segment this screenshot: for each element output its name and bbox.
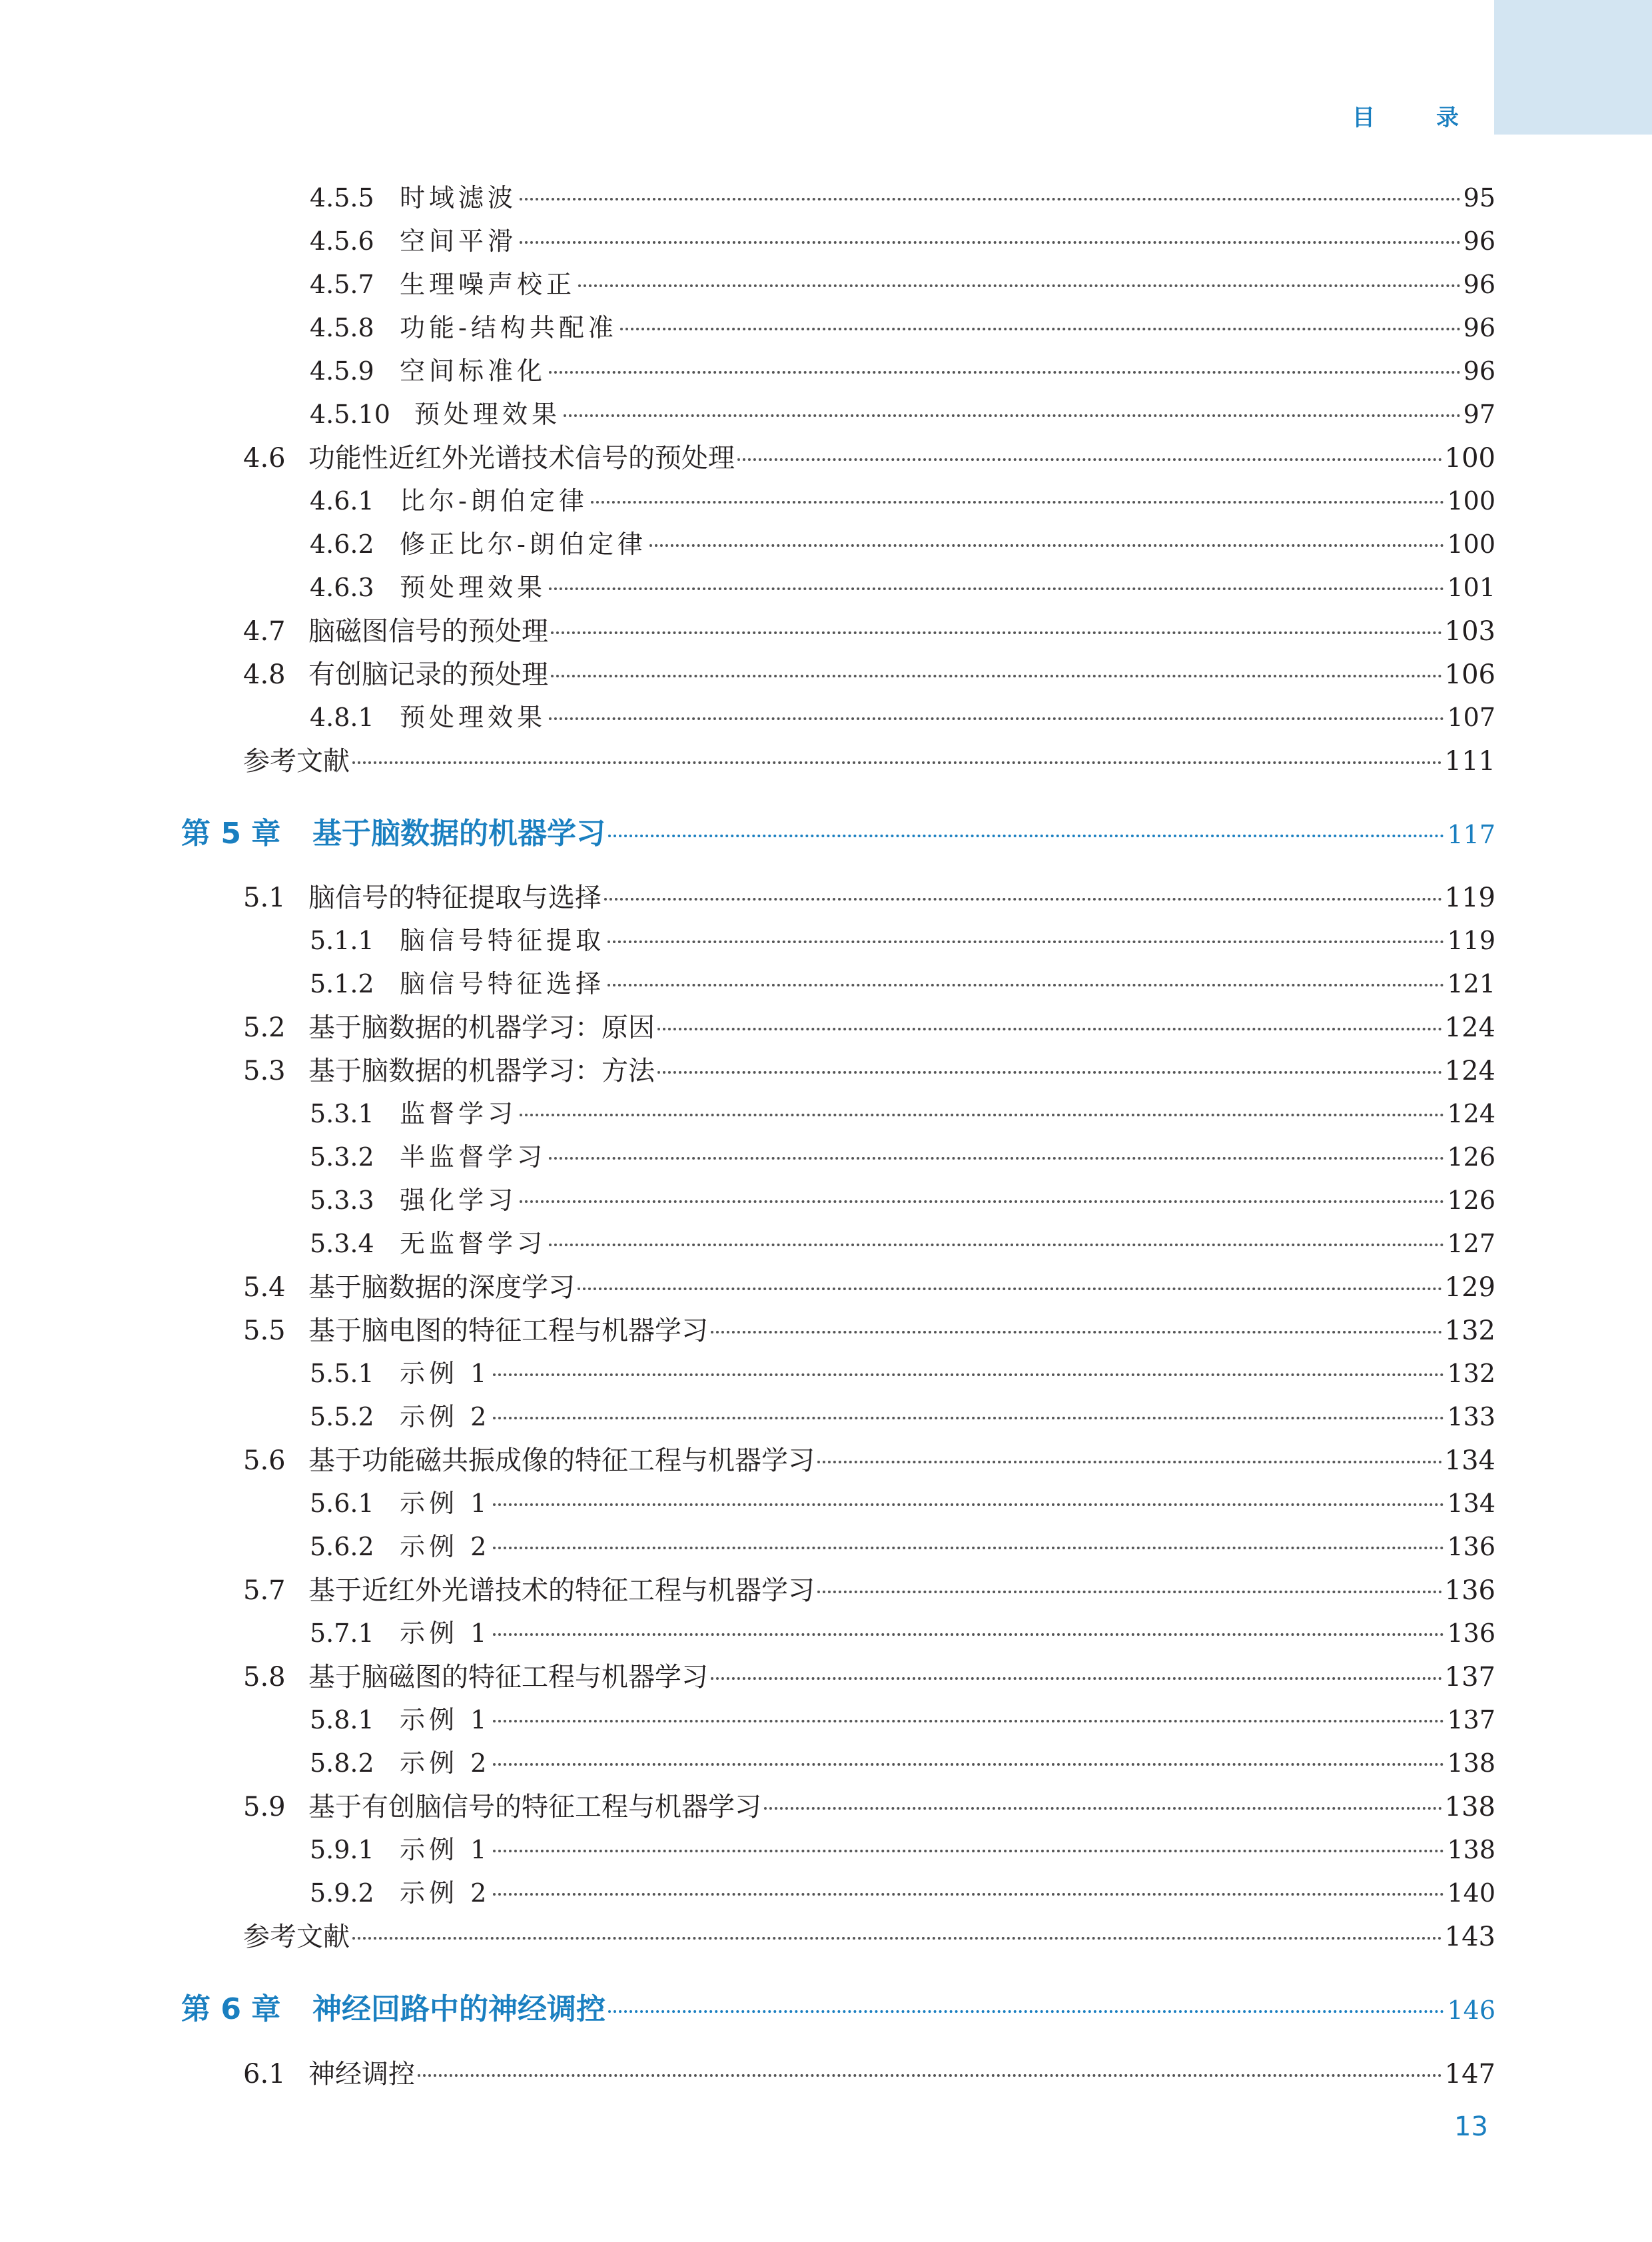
toc-entry-title: 无监督学习 (400, 1229, 547, 1258)
toc-entry-title: 有创脑记录的预处理 (308, 659, 548, 690)
toc-entry-number: 4.5.8 (310, 313, 374, 342)
toc-entry-number: 5.5.1 (310, 1359, 374, 1388)
toc-entry-page: 137 (1447, 1705, 1495, 1734)
toc-section-entry[interactable] (243, 1439, 1495, 1477)
dot-leader (817, 1591, 1442, 1593)
toc-entry-page: 103 (1444, 616, 1495, 647)
toc-entry-page: 134 (1447, 1489, 1495, 1518)
dot-leader (657, 1028, 1442, 1030)
toc-subsection-entry[interactable] (310, 1396, 1495, 1433)
toc-entry-number: 5.1.2 (310, 969, 374, 998)
toc-entry-number: 4.6.2 (310, 530, 374, 559)
toc-subsection-entry[interactable] (310, 1699, 1495, 1736)
toc-entry-number: 第 6 章 (181, 1992, 281, 2026)
toc-entry-page: 96 (1463, 356, 1495, 386)
toc-entry-page: 121 (1447, 969, 1495, 998)
toc-entry-page: 107 (1447, 703, 1495, 732)
toc-references-entry[interactable] (243, 1916, 1495, 1954)
toc-subsection-entry[interactable] (310, 1742, 1495, 1779)
toc-entry-page: 136 (1447, 1532, 1495, 1561)
toc-section-entry[interactable] (243, 437, 1495, 475)
toc-section-entry[interactable] (243, 1266, 1495, 1304)
dot-leader (657, 1071, 1442, 1074)
toc-subsection-entry[interactable] (310, 1872, 1495, 1909)
dot-leader (608, 835, 1444, 837)
toc-entry-page: 137 (1444, 1662, 1495, 1692)
toc-entry-number: 4.6.3 (310, 573, 374, 602)
toc-subsection-entry[interactable] (310, 307, 1495, 344)
toc-entry-title: 脑信号的特征提取与选择 (308, 883, 602, 913)
toc-entry-number: 4.5.7 (310, 270, 374, 299)
toc-entry-title: 半监督学习 (400, 1142, 547, 1172)
toc-entry-number: 4.5.5 (310, 183, 374, 212)
toc-entry-number: 5.3.4 (310, 1229, 374, 1258)
toc-subsection-entry[interactable] (310, 177, 1495, 214)
toc-entry-title: 预处理效果 (400, 573, 547, 602)
toc-section-entry[interactable] (243, 1309, 1495, 1347)
dot-leader (711, 1677, 1442, 1680)
toc-subsection-entry[interactable] (310, 480, 1495, 517)
toc-entry-title: 强化学习 (400, 1186, 518, 1215)
toc-entry-number: 5.5 (243, 1315, 286, 1346)
toc-entry-number: 5.9 (243, 1792, 286, 1822)
toc-entry-number: 4.6 (243, 443, 286, 474)
dot-leader (578, 284, 1461, 287)
dot-leader (493, 1503, 1444, 1506)
toc-subsection-entry[interactable] (310, 220, 1495, 257)
toc-entry-title: 基于近红外光谱技术的特征工程与机器学习 (308, 1575, 815, 1606)
dot-leader (578, 1288, 1442, 1290)
toc-entry-title: 参考文献 (243, 746, 350, 777)
toc-entry-page: 146 (1447, 1996, 1495, 2025)
dot-leader (418, 2074, 1442, 2077)
toc-entry-title: 功能性近红外光谱技术信号的预处理 (308, 443, 735, 474)
toc-entry-number: 5.8.2 (310, 1748, 374, 1778)
toc-entry-page: 95 (1463, 183, 1495, 212)
toc-entry-title: 生理噪声校正 (400, 270, 576, 299)
toc-subsection-entry[interactable] (310, 1829, 1495, 1866)
toc-entry-title: 脑信号特征提取 (400, 926, 606, 955)
toc-section-entry[interactable] (243, 1050, 1495, 1088)
toc-entry-title: 功能-结构共配准 (400, 313, 618, 342)
dot-leader (493, 1373, 1444, 1376)
toc-entry-number: 4.5.10 (310, 400, 390, 429)
toc-entry-title: 参考文献 (243, 1922, 350, 1952)
dot-leader (493, 1417, 1444, 1419)
toc-entry-title: 基于脑数据的机器学习 (312, 817, 606, 851)
toc-entry-page: 124 (1444, 1012, 1495, 1043)
dot-leader (551, 631, 1442, 634)
toc-entry-title: 神经调控 (308, 2059, 415, 2089)
toc-entry-title: 示例 1 (400, 1835, 491, 1864)
toc-subsection-entry[interactable] (310, 394, 1495, 430)
toc-chapter-entry[interactable] (181, 1985, 1495, 2028)
dot-leader (549, 1157, 1444, 1160)
toc-entry-title: 基于脑数据的机器学习：原因 (308, 1012, 655, 1043)
toc-entry-page: 111 (1444, 746, 1495, 777)
toc-entry-number: 5.6 (243, 1445, 286, 1476)
toc-subsection-entry[interactable] (310, 1613, 1495, 1649)
toc-subsection-entry[interactable] (310, 1093, 1495, 1130)
toc-entry-title: 脑信号特征选择 (400, 969, 606, 998)
toc-entry-page: 96 (1463, 313, 1495, 342)
dot-leader (549, 587, 1444, 590)
toc-entry-number: 5.2 (243, 1012, 286, 1043)
dot-leader (493, 1763, 1444, 1766)
toc-chapter-entry[interactable] (181, 809, 1495, 852)
toc-entry-title: 示例 2 (400, 1748, 491, 1778)
dot-leader (764, 1807, 1442, 1810)
toc-entry-number: 5.6.2 (310, 1532, 374, 1561)
toc-entry-page: 133 (1447, 1402, 1495, 1431)
toc-entry-title: 示例 2 (400, 1532, 491, 1561)
toc-subsection-entry[interactable] (310, 567, 1495, 603)
toc-entry-page: 101 (1447, 573, 1495, 602)
toc-entry-title: 基于有创脑信号的特征工程与机器学习 (308, 1792, 761, 1822)
toc-entry-title: 空间标准化 (400, 356, 547, 386)
toc-subsection-entry[interactable] (310, 1180, 1495, 1216)
toc-subsection-entry[interactable] (310, 1136, 1495, 1173)
toc-entry-number: 4.5.9 (310, 356, 374, 386)
dot-leader (549, 1244, 1444, 1246)
toc-entry-number: 5.8.1 (310, 1705, 374, 1734)
dot-leader (520, 241, 1461, 244)
dot-leader (493, 1893, 1444, 1896)
toc-subsection-entry[interactable] (310, 524, 1495, 560)
toc-entry-page: 132 (1444, 1315, 1495, 1346)
toc-entry-title: 脑磁图信号的预处理 (308, 616, 548, 647)
toc-entry-number: 4.7 (243, 616, 286, 647)
toc-section-entry[interactable] (243, 1006, 1495, 1044)
toc-entry-page: 106 (1444, 659, 1495, 690)
toc-entry-number: 5.3.2 (310, 1142, 374, 1172)
toc-entry-page: 140 (1447, 1878, 1495, 1908)
toc-subsection-entry[interactable] (310, 1353, 1495, 1389)
header-char-2: 录 (1436, 104, 1459, 131)
toc-entry-number: 5.5.2 (310, 1402, 374, 1431)
toc-entry-number: 4.8.1 (310, 703, 374, 732)
toc-entry-page: 100 (1444, 443, 1495, 474)
toc-entry-page: 138 (1447, 1835, 1495, 1864)
toc-subsection-entry[interactable] (310, 920, 1495, 956)
toc-entry-page: 119 (1444, 883, 1495, 913)
toc-entry-title: 示例 1 (400, 1359, 491, 1388)
toc-entry-number: 5.3 (243, 1056, 286, 1086)
dot-leader (520, 198, 1461, 200)
toc-entry-number: 5.1 (243, 883, 286, 913)
toc-subsection-entry[interactable] (310, 1483, 1495, 1519)
toc-references-entry[interactable] (243, 740, 1495, 778)
toc-entry-number: 5.7 (243, 1575, 286, 1606)
dot-leader (608, 984, 1444, 986)
toc-section-entry[interactable] (243, 1786, 1495, 1824)
toc-entry-number: 4.5.6 (310, 226, 374, 256)
toc-subsection-entry[interactable] (310, 1223, 1495, 1260)
toc-subsection-entry[interactable] (310, 1526, 1495, 1563)
toc-section-entry[interactable] (243, 2053, 1495, 2091)
toc-section-entry[interactable] (243, 877, 1495, 915)
dot-leader (520, 1200, 1444, 1203)
dot-leader (591, 501, 1445, 504)
toc-entry-title: 示例 2 (400, 1402, 491, 1431)
dot-leader (520, 1114, 1444, 1116)
toc-entry-page: 124 (1444, 1056, 1495, 1086)
toc-entry-title: 示例 1 (400, 1489, 491, 1518)
toc-entry-title: 示例 1 (400, 1705, 491, 1734)
toc-entry-title: 示例 1 (400, 1619, 491, 1648)
dot-leader (352, 761, 1442, 764)
dot-leader (608, 940, 1444, 943)
toc-entry-number: 5.3.1 (310, 1099, 374, 1128)
toc-entry-page: 96 (1463, 270, 1495, 299)
toc-entry-title: 基于脑磁图的特征工程与机器学习 (308, 1662, 708, 1692)
toc-entry-page: 100 (1447, 486, 1495, 516)
dot-leader (711, 1331, 1442, 1333)
toc-entry-number: 5.1.1 (310, 926, 374, 955)
header-char-1: 目 (1352, 104, 1375, 131)
toc-entry-title: 基于脑数据的机器学习：方法 (308, 1056, 655, 1086)
toc-entry-title: 监督学习 (400, 1099, 518, 1128)
toc-entry-page: 126 (1447, 1186, 1495, 1215)
dot-leader (564, 414, 1461, 417)
dot-leader (352, 1937, 1442, 1940)
toc-entry-page: 117 (1447, 820, 1495, 849)
toc-entry-page: 132 (1447, 1359, 1495, 1388)
dot-leader (551, 675, 1442, 677)
toc-section-entry[interactable] (243, 1569, 1495, 1607)
toc-entry-title: 基于脑数据的深度学习 (308, 1272, 575, 1303)
dot-leader (817, 1461, 1442, 1463)
toc-subsection-entry[interactable] (310, 350, 1495, 387)
toc-entry-page: 138 (1447, 1748, 1495, 1778)
toc-entry-title: 预处理效果 (400, 703, 547, 732)
toc-entry-number: 第 5 章 (181, 817, 281, 851)
toc-entry-title: 比尔-朗伯定律 (400, 486, 588, 516)
toc-entry-number: 4.6.1 (310, 486, 374, 516)
toc-entry-page: 96 (1463, 226, 1495, 256)
toc-entry-number: 5.9.1 (310, 1835, 374, 1864)
toc-entry-number: 5.4 (243, 1272, 286, 1303)
toc-entry-page: 97 (1463, 400, 1495, 429)
dot-leader (493, 1720, 1444, 1722)
toc-entry-number: 5.9.2 (310, 1878, 374, 1908)
toc-entry-number: 5.8 (243, 1662, 286, 1692)
toc-subsection-entry[interactable] (310, 963, 1495, 1000)
dot-leader (493, 1547, 1444, 1549)
toc-entry-page: 147 (1444, 2059, 1495, 2089)
dot-leader (608, 2010, 1444, 2013)
toc-entry-title: 神经回路中的神经调控 (312, 1992, 606, 2026)
toc-entry-title: 基于功能磁共振成像的特征工程与机器学习 (308, 1445, 815, 1476)
toc-entry-title: 空间平滑 (400, 226, 518, 256)
toc-entry-page: 124 (1447, 1099, 1495, 1128)
toc-entry-page: 126 (1447, 1142, 1495, 1172)
dot-leader (493, 1633, 1444, 1636)
dot-leader (604, 898, 1442, 901)
toc-entry-page: 143 (1444, 1922, 1495, 1952)
toc-section-entry[interactable] (243, 653, 1495, 691)
toc-entry-title: 基于脑电图的特征工程与机器学习 (308, 1315, 708, 1346)
toc-entry-number: 5.6.1 (310, 1489, 374, 1518)
dot-leader (649, 544, 1445, 547)
toc-subsection-entry[interactable] (310, 264, 1495, 300)
toc-entry-number: 5.3.3 (310, 1186, 374, 1215)
dot-leader (549, 371, 1461, 374)
page-number: 13 (1454, 2111, 1488, 2142)
dot-leader (737, 458, 1442, 461)
toc-section-entry[interactable] (243, 610, 1495, 648)
toc-entry-page: 136 (1447, 1619, 1495, 1648)
toc-subsection-entry[interactable] (310, 697, 1495, 733)
toc-entry-title: 预处理效果 (414, 400, 562, 429)
toc-entry-page: 138 (1444, 1792, 1495, 1822)
toc-entry-title: 修正比尔-朗伯定律 (400, 530, 647, 559)
toc-entry-number: 6.1 (243, 2059, 286, 2089)
toc-entry-title: 示例 2 (400, 1878, 491, 1908)
dot-leader (620, 328, 1461, 330)
toc-entry-number: 4.8 (243, 659, 286, 690)
toc-entry-page: 136 (1444, 1575, 1495, 1606)
toc-entry-number: 5.7.1 (310, 1619, 374, 1648)
toc-entry-page: 134 (1444, 1445, 1495, 1476)
dot-leader (549, 717, 1444, 720)
toc-entry-page: 100 (1447, 530, 1495, 559)
dot-leader (493, 1850, 1444, 1852)
toc-entry-page: 127 (1447, 1229, 1495, 1258)
toc-entry-title: 时域滤波 (400, 183, 518, 212)
toc-entry-page: 119 (1447, 926, 1495, 955)
toc-entry-page: 129 (1444, 1272, 1495, 1303)
toc-section-entry[interactable] (243, 1656, 1495, 1694)
